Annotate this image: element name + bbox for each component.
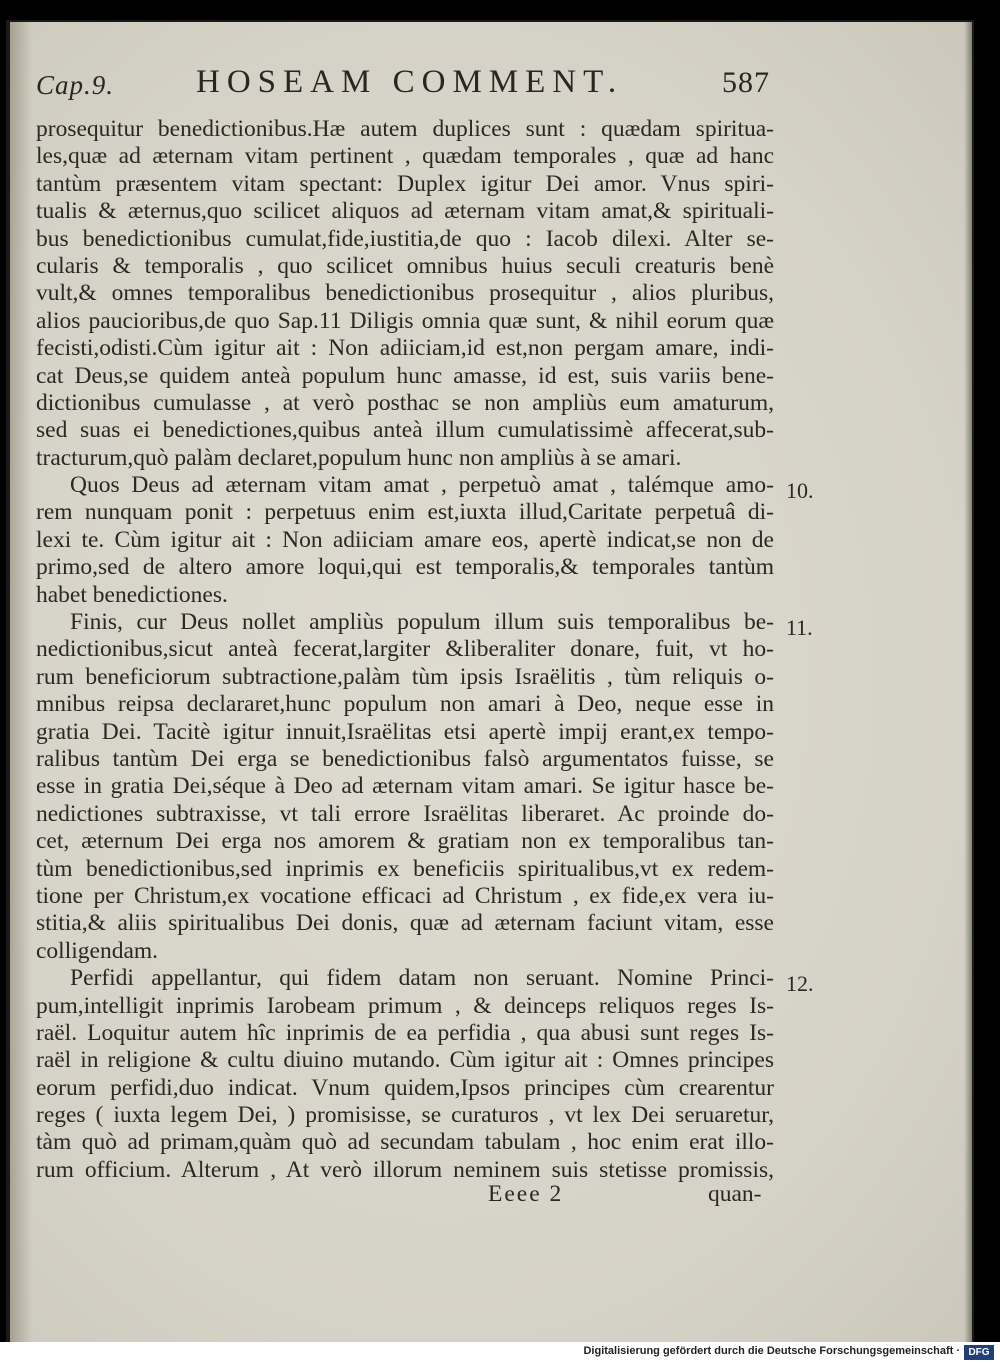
text-line: rum beneficiorum subtractione,palàm tùm ipsis Israëlitis , tùm reliquis o- — [36, 663, 774, 690]
text-line: tantùm præsentem vitam spectant: Duplex igitur Dei amor. Vnus spiri- — [36, 170, 774, 197]
dfg-logo: DFG — [964, 1345, 994, 1360]
text-line: alios paucioribus,de quo Sap.11 Diligis omnia quæ sunt, & nihil eorum quæ — [36, 307, 774, 334]
text-line: bus benedictionibus cumulat,fide,iustitia,de quo : Iacob dilexi. Alter se- — [36, 225, 774, 252]
text-line: tracturum,quò palàm declaret,populum hunc non ampliùs à se amari. — [36, 444, 682, 471]
gutter-shadow — [10, 22, 32, 1342]
page-number: 587 — [722, 66, 770, 99]
text-line: cet, æternum Dei erga nos amorem & gratiam non ex temporalibus tan- — [36, 828, 774, 855]
text-line: tàm quò ad primam,quàm quò ad secundam tabulam , hoc enim erat illo- — [36, 1129, 774, 1156]
text-line: cularis & temporalis , quo scilicet omnibus huius seculi creaturis benè — [36, 252, 774, 279]
text-line: pum,intelligit inprimis Iarobeam primum , & deinceps reliquos reges Is- — [36, 992, 774, 1019]
text-line: Finis, cur Deus nollet ampliùs populum illum suis temporalibus be- — [70, 609, 774, 636]
text-line: colligendam. — [36, 937, 159, 964]
text-line: esse in gratia Dei,séque à Deo ad æternam vitam amari. Se igitur hasce be- — [36, 773, 774, 800]
margin-number: 11. — [786, 615, 813, 640]
text-line: tualis & æternus,quo scilicet aliquos ad æternam vitam amat,& spirituali- — [36, 198, 774, 225]
signature-mark: Eeee 2 — [488, 1181, 564, 1207]
text-line: cat Deus,se quidem anteà populum hunc amasse, id est, suis variis bene- — [36, 362, 774, 389]
text-line: nedictionibus,sicut anteà fecerat,largiter &liberaliter donare, fuit, vt ho- — [36, 636, 774, 663]
text-line: rum officium. Alterum , At verò illorum neminem suis stetisse promissis, — [36, 1156, 774, 1183]
text-line: eorum perfidi,duo indicat. Vnum quidem,Ipsos principes cùm crearentur — [36, 1074, 774, 1101]
margin-number: 10. — [786, 478, 814, 503]
running-title: HOSEAM COMMENT. — [196, 64, 624, 100]
text-line: Perfidi appellantur, qui fidem datam non seruant. Nomine Princi- — [70, 965, 774, 992]
text-line: Quos Deus ad æternam vitam amat , perpetuò amat , talémque amo- — [70, 472, 774, 499]
chapter-label: Cap.9. — [36, 70, 115, 100]
text-line: les,quæ ad æternam vitam pertinent , quædam temporales , quæ ad hanc — [36, 143, 774, 170]
text-line: gratia Dei. Tacitè igitur innuit,Israëlitas etsi apertè impij erant,ex tempo- — [36, 718, 774, 745]
text-line: stitia,& aliis spiritualibus Dei donis, quæ ad æternam faciunt vitam, esse — [36, 910, 774, 937]
text-line: raël. Loquitur autem hîc inprimis de ea perfidia , qua abusi sunt reges Is- — [36, 1019, 774, 1046]
text-line: prosequitur benedictionibus.Hæ autem duplices sunt : quædam spiritua- — [36, 116, 774, 142]
text-line: rem nunquam ponit : perpetuus enim est,iuxta illud,Caritate perpetuâ di- — [36, 499, 774, 526]
text-line: reges ( iuxta legem Dei, ) promisisse, se curaturos , vt lex Dei seruaretur, — [36, 1102, 774, 1129]
text-line: mnibus reipsa declararet,hunc populum non amari à Deo, neque esse in — [36, 691, 774, 718]
text-line: sed suas ei benedictiones,quibus anteà illum cumulatissimè affecerat,sub- — [36, 417, 774, 444]
margin-number: 12. — [786, 971, 814, 996]
text-line: raël in religione & cultu diuino mutando. Cùm igitur ait : Omnes principes — [36, 1047, 774, 1074]
digitization-footer — [0, 1342, 1000, 1364]
text-line: ralibus tantùm Dei erga se benedictionibus falsò argumentatos fuisse, se — [36, 745, 774, 772]
text-line: lexi te. Cùm igitur ait : Non adiiciam amare eos, apertè indicat,se non de — [36, 526, 774, 553]
text-line: tione per Christum,ex vocatione efficaci ad Christum , ex fide,ex vera iu- — [36, 882, 774, 909]
funding-credit: Digitalisierung gefördert durch die Deutsche Forschungsgemeinschaft · — [583, 1345, 960, 1357]
main-text — [36, 116, 774, 1184]
page-edge — [964, 22, 972, 1342]
text-line: dictionibus cumulasse , at verò posthac se non ampliùs eum amaturum, — [36, 389, 774, 416]
text-line: primo,sed de altero amore loqui,qui est temporalis,& temporales tantùm — [36, 554, 774, 581]
running-header — [36, 62, 770, 102]
text-line: vult,& omnes temporalibus benedictionibus prosequitur , alios pluribus, — [36, 280, 774, 307]
text-line: habet benedictiones. — [36, 581, 228, 608]
text-line: fecisti,odisti.Cùm igitur ait : Non adiiciam,id est,non pergam amare, indi- — [36, 335, 774, 362]
text-line: tùm benedictionibus,sed inprimis ex beneficiis spiritualibus,vt ex redem- — [36, 855, 774, 882]
text-line: nedictiones subtraxisse, vt tali errore Israëlitas liberaret. Ac proinde do- — [36, 800, 774, 827]
catchword: quan- — [708, 1181, 762, 1207]
